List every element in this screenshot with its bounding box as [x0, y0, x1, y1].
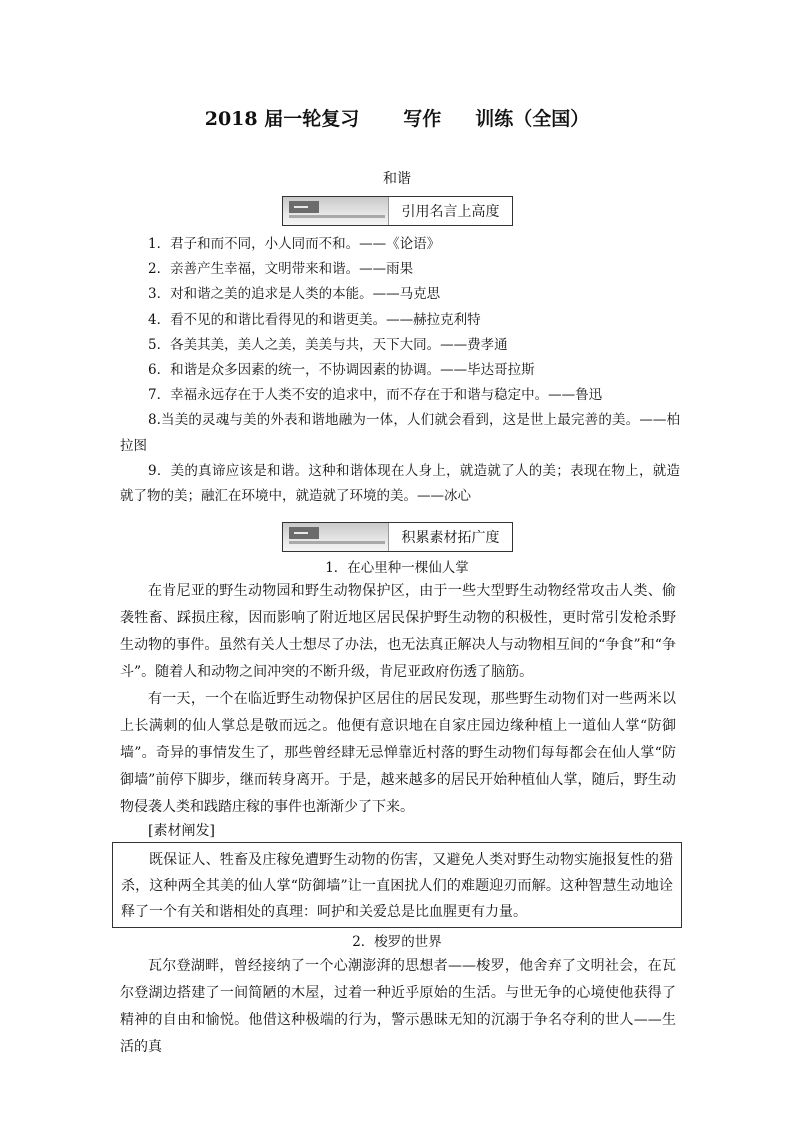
title-part-b: 写作: [403, 108, 442, 130]
section-banner-materials: [282, 522, 513, 552]
material-paragraph: 在肯尼亚的野生动物园和野生动物保护区，由于一些大型野生动物经常攻击人类、偷袭牲畜、踩损庄稼，因而影响了附近地区居民保护野生动物的积极性，更时常引发枪杀野生动物的事件。虽然有关人士想尽了办法，也无法真正解决人与动物相互间的“争食”和“争斗”。随着人和动物之间冲突的不断升级，肯尼亚政府伤透了脑筋。: [120, 583, 676, 680]
quote-item: 1．君子和而不同，小人同而不和。——《论语》: [148, 236, 441, 252]
page-title: [0, 104, 794, 131]
banner-label: 引用名言上高度: [401, 204, 500, 220]
quote-item: 7．幸福永远存在于人类不安的追求中，而不存在于和谐与稳定中。——鲁迅: [148, 387, 603, 404]
commentary-box: [112, 842, 682, 928]
quote-item: 4．看不见的和谐比看得见的和谐更美。——赫拉克利特: [148, 311, 481, 328]
commentary-text: 既保证人、牲畜及庄稼免遭野生动物的伤害，又避免人类对野生动物实施报复性的猎杀，这种两全其美的仙人掌“防御墙”让一直困扰人们的难题迎刃而解。这种智慧生动地诠释了一个有关和谐相处的真理：呵护和关爱总是比血腥更有力量。: [121, 852, 673, 920]
quote-item: 9．美的真谛应该是和谐。这种和谐体现在人身上，就造就了人的美；表现在物上，就造就了物的美；融汇在环境中，就造就了环境的美。——冰心: [120, 462, 680, 505]
material-paragraph: 瓦尔登湖畔，曾经接纳了一个心潮澎湃的思想者——梭罗，他舍弃了文明社会，在瓦尔登湖边搭建了一间简陋的木屋，过着一种近乎原始的生活。与世无争的心境使他获得了精神的自由和愉悦。他借这种极端的行为，警示愚昧无知的沉溺于争名夺利的世人——生活的真: [120, 958, 676, 1055]
quote-item: 5．各美其美，美人之美，美美与共，天下大同。——费孝通: [148, 336, 508, 353]
banner-decoration-icon: [283, 197, 389, 225]
banner-label: 积累素材拓广度: [401, 530, 500, 546]
material-paragraph: 有一天，一个在临近野生动物保护区居住的居民发现，那些野生动物们对一些两米以上长满刺的仙人掌总是敬而远之。他便有意识地在自家庄园边缘种植上一道仙人掌“防御墙”。奇异的事情发生了，那些曾经肆无忌惮靠近村落的野生动物们每每都会在仙人掌“防御墙”前停下脚步，继而转身离开。于是，越来越多的居民开始种植仙人掌，随后，野生动物侵袭人类和践踏庄稼的事件也渐渐少了下来。: [120, 691, 676, 815]
banner-decoration-icon: [283, 523, 389, 551]
quote-item: 2．亲善产生幸福，文明带来和谐。——雨果: [148, 261, 414, 278]
title-part-a: 2018 届一轮复习: [204, 108, 360, 130]
quote-list: [120, 232, 680, 509]
quote-item: 6．和谐是众多因素的统一，不协调因素的协调。——毕达哥拉斯: [148, 362, 535, 379]
title-part-c: 训练（全国）: [475, 108, 590, 130]
commentary-tag: [素材阐发]: [148, 823, 215, 839]
section-banner-quotes: [282, 196, 513, 226]
topic-subtitle: 和谐: [383, 171, 411, 187]
material-title: 2．梭罗的世界: [352, 934, 442, 950]
material-title: 1．在心里种一棵仙人掌: [325, 560, 469, 576]
quote-item: 8.当美的灵魂与美的外表和谐地融为一体，人们就会看到，这是世上最完善的美。——柏拉图: [120, 412, 680, 454]
quote-item: 3．对和谐之美的追求是人类的本能。——马克思: [148, 286, 441, 303]
